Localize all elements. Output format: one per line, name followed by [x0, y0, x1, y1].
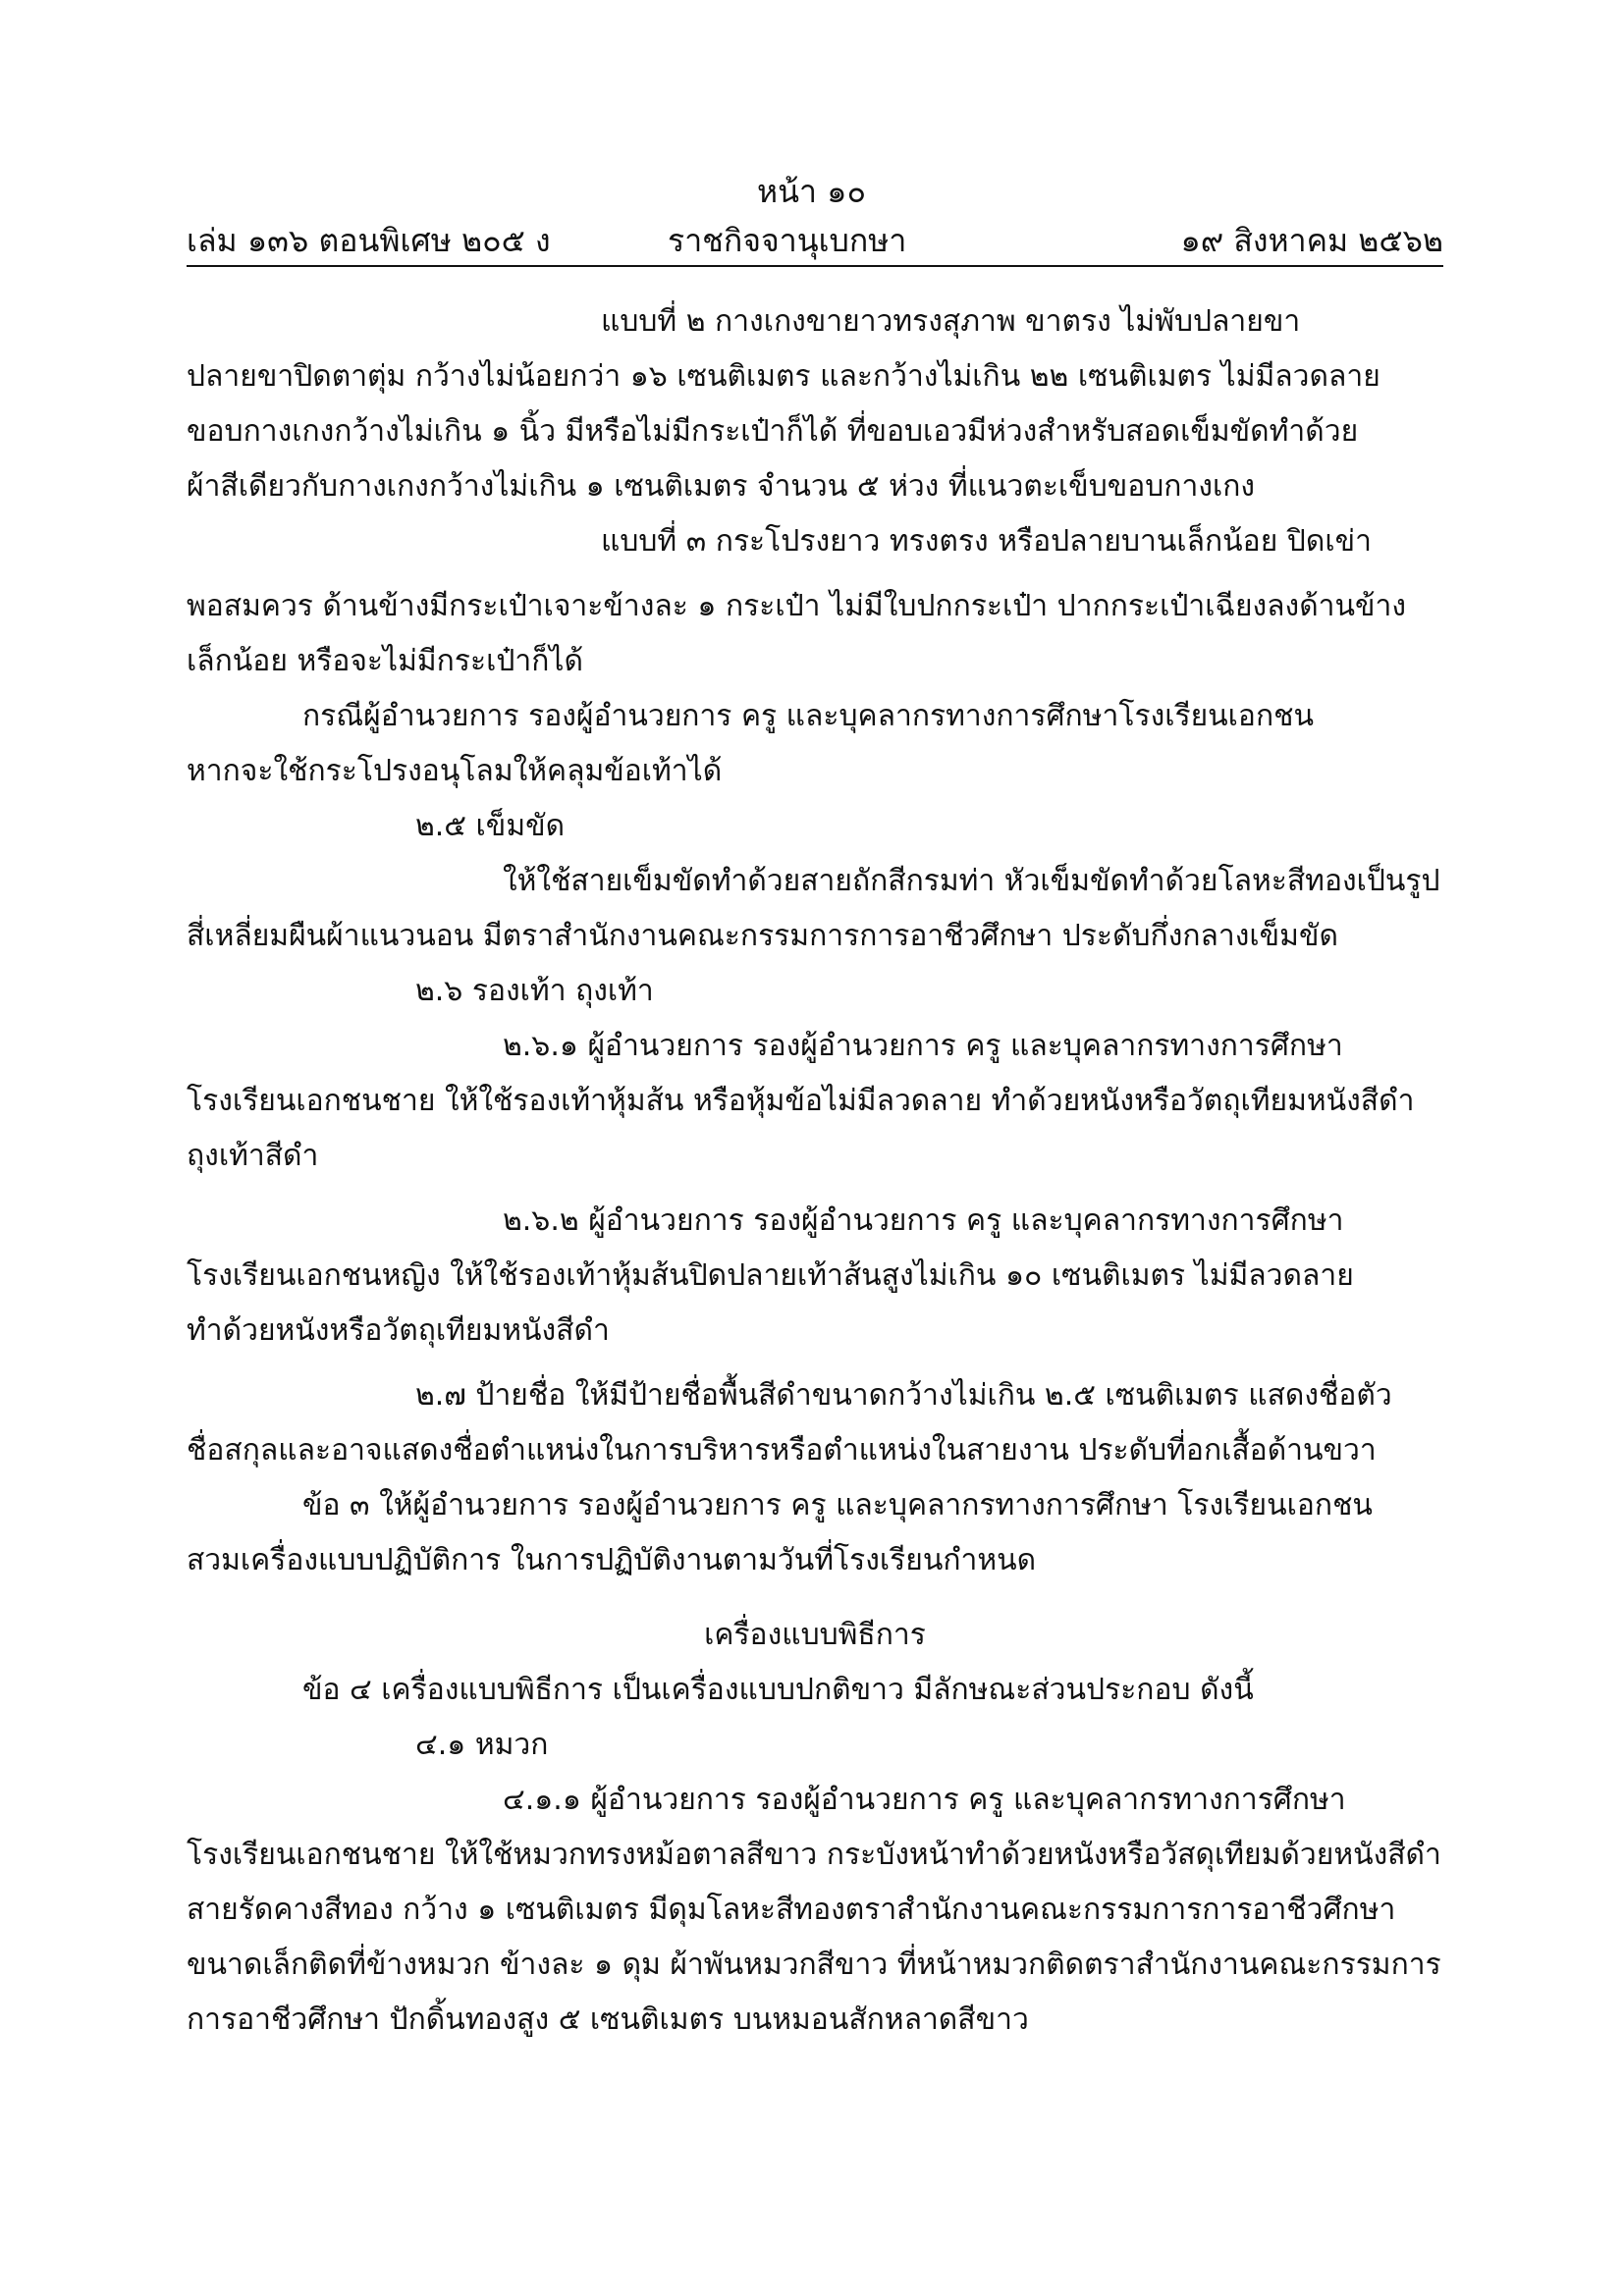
text-line: แบบที่ ๒ กางเกงขายาวทรงสุภาพ ขาตรง ไม่พับปลายขา	[601, 304, 1301, 339]
text-line: ๒.๗ ป้ายชื่อ ให้มีป้ายชื่อพื้นสีดำขนาดกว้างไม่เกิน ๒.๕ เซนติเมตร แสดงชื่อตัว	[415, 1378, 1392, 1413]
text-line: แบบที่ ๓ กระโปรงยาว ทรงตรง หรือปลายบานเล็กน้อย ปิดเข่า	[601, 524, 1372, 559]
text-line: โรงเรียนเอกชนชาย ให้ใช้หมวกทรงหม้อตาลสีขาว กระบังหน้าทำด้วยหนังหรือวัสดุเทียมด้วยหนังสีดำ	[187, 1838, 1441, 1872]
text-line: ขนาดเล็กติดที่ข้างหมวก ข้างละ ๑ ดุม ผ้าพันหมวกสีขาว ที่หน้าหมวกติดตราสำนักงานคณะกรรมการ	[187, 1948, 1441, 1982]
text-line: ๒.๖.๒ ผู้อำนวยการ รองผู้อำนวยการ ครู และบุคลากรทางการศึกษา	[503, 1203, 1344, 1238]
text-line: ขอบกางเกงกว้างไม่เกิน ๑ นิ้ว มีหรือไม่มีกระเป๋าก็ได้ ที่ขอบเอวมีห่วงสำหรับสอดเข็มขัดทำด้วย	[187, 414, 1359, 449]
clause-line: ข้อ ๓ ให้ผู้อำนวยการ รองผู้อำนวยการ ครู และบุคลากรทางการศึกษา โรงเรียนเอกชน	[302, 1488, 1373, 1522]
text-line: สี่เหลี่ยมผืนผ้าแนวนอน มีตราสำนักงานคณะกรรมการการอาชีวศึกษา ประดับกึ่งกลางเข็มขัด	[187, 919, 1338, 953]
text-line: ผ้าสีเดียวกับกางเกงกว้างไม่เกิน ๑ เซนติเมตร จำนวน ๕ ห่วง ที่แนวตะเข็บขอบกางเกง	[187, 469, 1256, 504]
text-line: ชื่อสกุลและอาจแสดงชื่อตำแหน่งในการบริหารหรือตำแหน่งในสายงาน ประดับที่อกเสื้อด้านขวา	[187, 1433, 1377, 1468]
text-line: การอาชีวศึกษา ปักดิ้นทองสูง ๕ เซนติเมตร บนหมอนสักหลาดสีขาว	[187, 2002, 1029, 2037]
document-body	[187, 294, 1443, 2048]
text-line: โรงเรียนเอกชนหญิง ให้ใช้รองเท้าหุ้มส้นปิดปลายเท้าส้นสูงไม่เกิน ๑๐ เซนติเมตร ไม่มีลวดลาย	[187, 1258, 1354, 1293]
header-publication-title: ราชกิจจานุเบกษา	[668, 222, 907, 259]
text-line: พอสมควร ด้านข้างมีกระเป๋าเจาะข้างละ ๑ กระเป๋า ไม่มีใบปกกระเป๋า ปากกระเป๋าเฉียงลงด้านข้าง	[187, 589, 1407, 623]
text-line: ๔.๑.๑ ผู้อำนวยการ รองผู้อำนวยการ ครู และบุคลากรทางการศึกษา	[503, 1783, 1346, 1817]
text-line: กรณีผู้อำนวยการ รองผู้อำนวยการ ครู และบุคลากรทางการศึกษาโรงเรียนเอกชน	[302, 699, 1314, 733]
header-rule	[187, 265, 1443, 267]
header-date: ๑๙ สิงหาคม ๒๕๖๒	[1180, 222, 1443, 259]
section-title: เครื่องแบบพิธีการ	[704, 1618, 926, 1652]
text-line: สายรัดคางสีทอง กว้าง ๑ เซนติเมตร มีดุมโลหะสีทองตราสำนักงานคณะกรรมการการอาชีวศึกษา	[187, 1893, 1396, 1927]
text-line: ทำด้วยหนังหรือวัตถุเทียมหนังสีดำ	[187, 1313, 610, 1348]
text-line: หากจะใช้กระโปรงอนุโลมให้คลุมข้อเท้าได้	[187, 754, 723, 788]
section-heading: ๔.๑ หมวก	[415, 1728, 549, 1762]
clause-line: ข้อ ๔ เครื่องแบบพิธีการ เป็นเครื่องแบบปกติขาว มีลักษณะส่วนประกอบ ดังนี้	[302, 1673, 1254, 1707]
text-line: เล็กน้อย หรือจะไม่มีกระเป๋าก็ได้	[187, 644, 583, 678]
section-heading: ๒.๕ เข็มขัด	[415, 809, 566, 843]
text-line: ๒.๖.๑ ผู้อำนวยการ รองผู้อำนวยการ ครู และบุคลากรทางการศึกษา	[503, 1029, 1343, 1063]
section-heading: ๒.๖ รองเท้า ถุงเท้า	[415, 974, 654, 1008]
page-number: หน้า ๑๐	[757, 173, 866, 210]
text-line: ปลายขาปิดตาตุ่ม กว้างไม่น้อยกว่า ๑๖ เซนติเมตร และกว้างไม่เกิน ๒๒ เซนติเมตร ไม่มีลวดลาย	[187, 359, 1380, 394]
text-line: ให้ใช้สายเข็มขัดทำด้วยสายถักสีกรมท่า หัวเข็มขัดทำด้วยโลหะสีทองเป็นรูป	[503, 864, 1440, 898]
text-line: โรงเรียนเอกชนชาย ให้ใช้รองเท้าหุ้มส้น หรือหุ้มข้อไม่มีลวดลาย ทำด้วยหนังหรือวัตถุเทียมหนังสีดำ	[187, 1084, 1415, 1118]
header-volume-issue: เล่ม ๑๓๖ ตอนพิเศษ ๒๐๕ ง	[187, 222, 551, 259]
text-line: สวมเครื่องแบบปฏิบัติการ ในการปฏิบัติงานตามวันที่โรงเรียนกำหนด	[187, 1543, 1037, 1577]
text-line: ถุงเท้าสีดำ	[187, 1139, 319, 1173]
gazette-header	[187, 216, 1443, 261]
